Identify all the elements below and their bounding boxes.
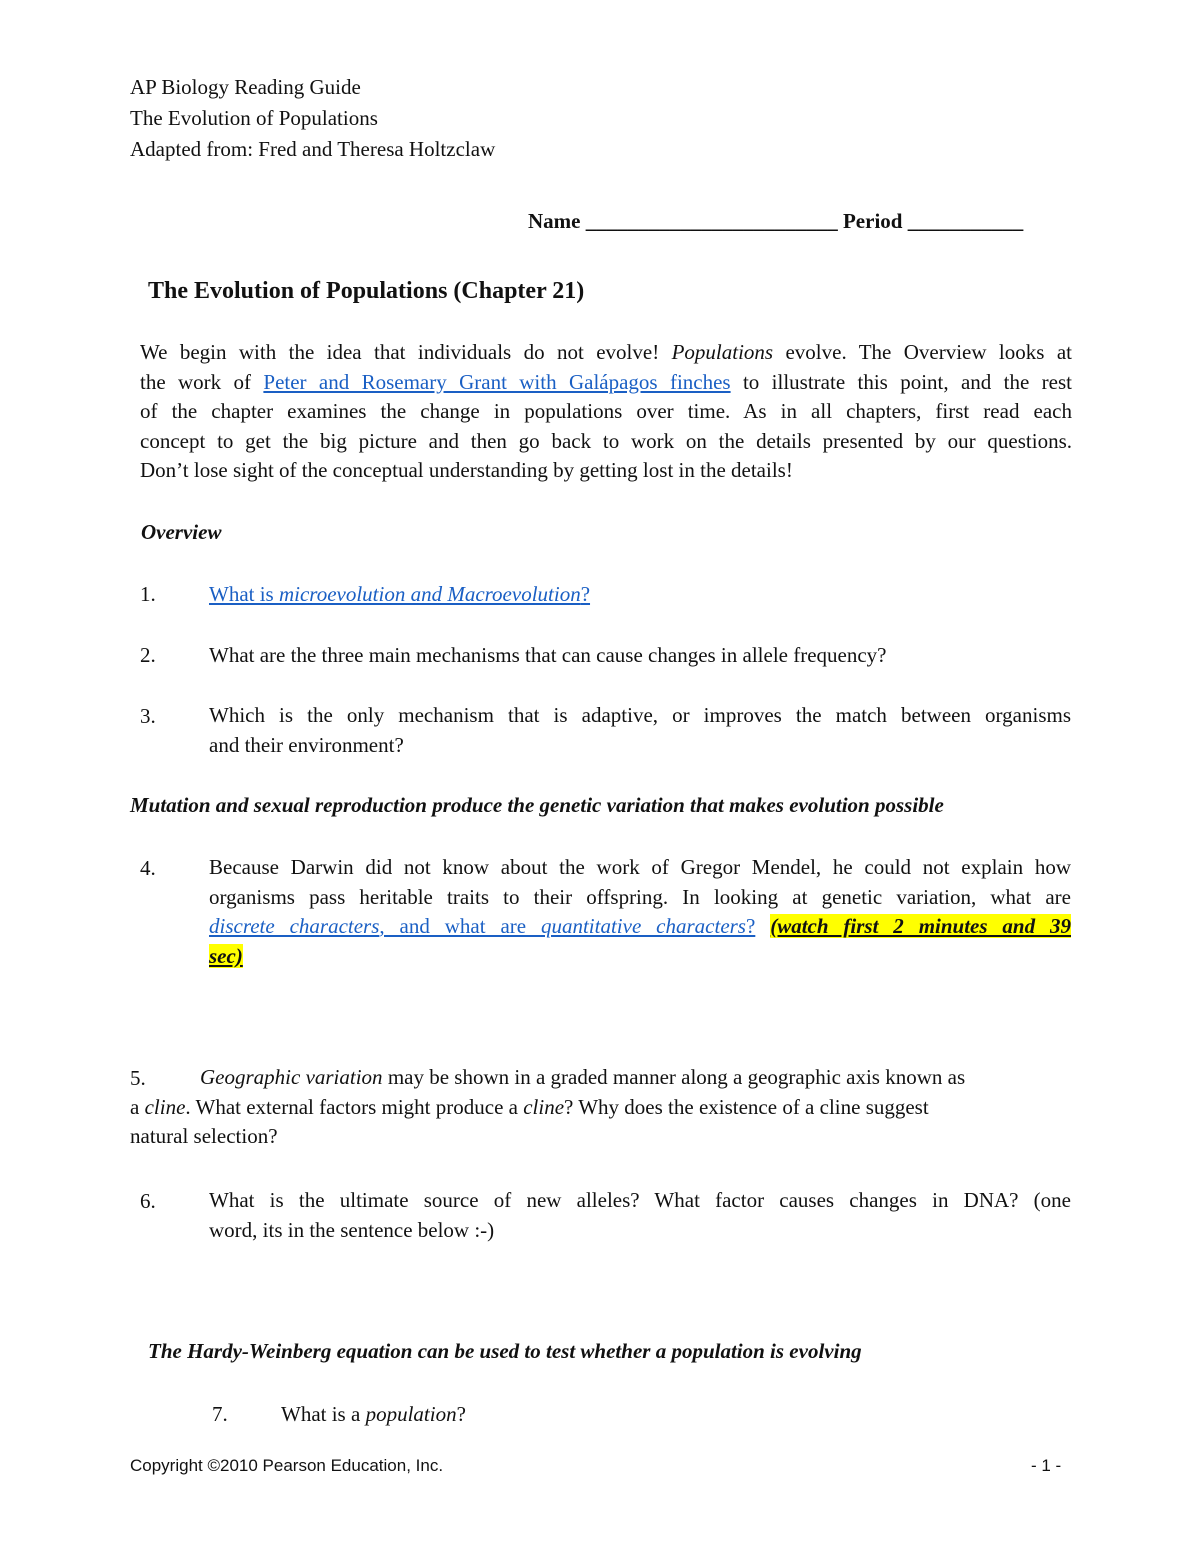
question-4-text: Because Darwin did not know about the work of Gregor Mendel, he could not explain how organisms pass heritable traits to their offspring. In looking at genetic variation, what are discrete characters, and what are quantitative characters? (watch first 2 minutes and 39 sec) bbox=[209, 855, 1071, 968]
question-5-number: 5. bbox=[130, 1066, 146, 1090]
header-line-topic: The Evolution of Populations bbox=[130, 106, 378, 130]
section-overview: Overview bbox=[141, 520, 222, 544]
intro-line-4: concept to get the big picture and then go back to work on the details presented by our questions. bbox=[140, 428, 1072, 453]
intro-paragraph bbox=[140, 338, 1072, 486]
footer-page-number: - 1 - bbox=[1031, 1456, 1062, 1475]
question-2-text: What are the three main mechanisms that can cause changes in allele frequency? bbox=[209, 643, 887, 667]
footer-copyright: Copyright ©2010 Pearson Education, Inc. bbox=[130, 1456, 444, 1475]
question-4-number: 4. bbox=[140, 856, 156, 880]
question-5-text: Geographic variation may be shown in a graded manner along a geographic axis known as a cline. What external factors might produce a cline? Why does the existence of a cline suggest natural selection? bbox=[130, 1065, 966, 1148]
section-hardy-weinberg: The Hardy-Weinberg equation can be used to test whether a population is evolving bbox=[148, 1339, 862, 1363]
question-6-text: What is the ultimate source of new alleles? What factor causes changes in DNA? (one word, its in the sentence below :-) bbox=[209, 1188, 1071, 1242]
question-3-text: Which is the only mechanism that is adaptive, or improves the match between organisms and their environment? bbox=[209, 703, 1071, 757]
intro-line-5: Don’t lose sight of the conceptual understanding by getting lost in the details! bbox=[140, 458, 793, 482]
question-6-number: 6. bbox=[140, 1189, 156, 1213]
question-2-number: 2. bbox=[140, 643, 156, 667]
section-mutation: Mutation and sexual reproduction produce the genetic variation that makes evolution possible bbox=[130, 793, 944, 817]
grant-finches-link[interactable]: Peter and Rosemary Grant with Galápagos finches bbox=[263, 369, 731, 394]
header-line-guide: AP Biology Reading Guide bbox=[130, 75, 361, 99]
question-3-number: 3. bbox=[140, 704, 156, 728]
page-title: The Evolution of Populations (Chapter 21) bbox=[148, 278, 585, 304]
question-7-text: What is a population? bbox=[281, 1402, 466, 1426]
question-7-number: 7. bbox=[212, 1402, 228, 1426]
intro-line-1: We begin with the idea that individuals do not evolve! Populations evolve. The Overview looks at bbox=[140, 340, 1072, 364]
intro-line-3: of the chapter examines the change in populations over time. As in all chapters, first read each bbox=[140, 399, 1072, 423]
question-1-link[interactable]: What is microevolution and Macroevolution? bbox=[209, 582, 591, 606]
header-line-adapted: Adapted from: Fred and Theresa Holtzclaw bbox=[130, 137, 496, 161]
discrete-quantitative-link[interactable]: discrete characters, and what are quantitative characters? bbox=[209, 914, 756, 938]
name-period-fields[interactable]: Name ________________________ Period ___________ bbox=[528, 209, 1024, 233]
intro-line-2: the work of Peter and Rosemary Grant with Galápagos finches to illustrate this point, and the rest bbox=[140, 369, 1073, 394]
watch-note-highlight: (watch first 2 minutes and 39 bbox=[770, 914, 1071, 938]
watch-note-highlight-end: sec) bbox=[209, 943, 243, 968]
question-1-number: 1. bbox=[140, 582, 156, 606]
